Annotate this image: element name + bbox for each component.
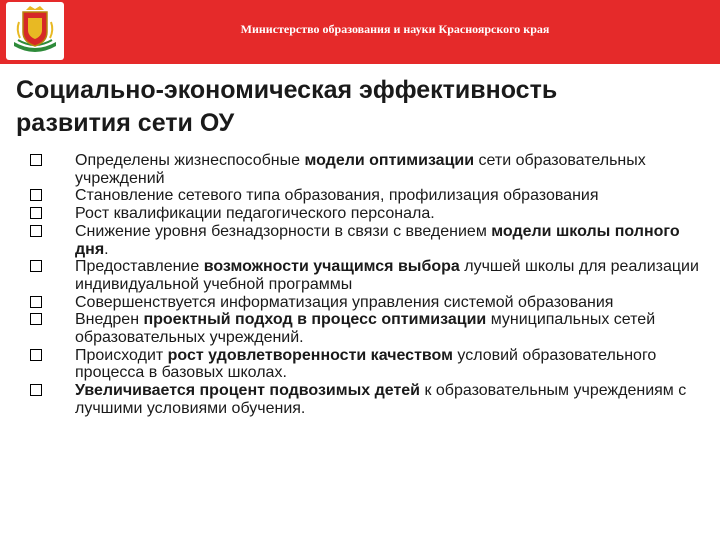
- hollow-square-bullet-icon: [30, 260, 42, 272]
- list-item: [30, 187, 700, 205]
- hollow-square-bullet-icon: [30, 189, 42, 201]
- item-emphasis: проектный подход в процесс оптимизации: [143, 311, 487, 329]
- hollow-square-bullet-icon: [30, 384, 42, 396]
- header-bar: [0, 0, 720, 64]
- item-text: лучшей школы для реализации индивидуальной учебной программы: [75, 258, 699, 293]
- title-line-1: Социально-экономическая эффективность: [16, 76, 558, 104]
- item-text: сети образовательных учреждений: [75, 152, 646, 187]
- ministry-name: Министерство образования и науки Красноярского края: [240, 22, 550, 36]
- list-item: [30, 311, 700, 346]
- item-emphasis: модели оптимизации: [304, 152, 475, 169]
- hollow-square-bullet-icon: [30, 296, 42, 308]
- item-emphasis: Увеличивается процент подвозимых детей: [75, 382, 421, 400]
- item-text: Определены жизнеспособные: [75, 152, 305, 169]
- list-item: [30, 152, 700, 187]
- list-item: [30, 294, 700, 312]
- item-emphasis: возможности учащимся выбора: [203, 258, 460, 276]
- hollow-square-bullet-icon: [30, 349, 42, 361]
- bullet-list: [30, 152, 700, 418]
- krasnoyarsk-coat-of-arms-icon: [6, 2, 64, 60]
- page-title: [16, 74, 706, 140]
- item-text: условий образовательного процесса в базовых школах.: [75, 346, 657, 382]
- item-text: Становление сетевого типа образования, профилизация образования: [75, 187, 599, 205]
- hollow-square-bullet-icon: [30, 207, 42, 219]
- hollow-square-bullet-icon: [30, 154, 42, 166]
- item-text: Снижение уровня безнадзорности в связи с введением: [75, 222, 492, 240]
- list-item: [30, 347, 700, 382]
- item-text: муниципальных сетей образовательных учреждений.: [75, 311, 656, 347]
- item-text: к образовательным учреждениям с лучшими условиями обучения.: [75, 382, 687, 417]
- hollow-square-bullet-icon: [30, 313, 42, 325]
- hollow-square-bullet-icon: [30, 225, 42, 237]
- list-item: [30, 205, 700, 223]
- list-item: [30, 382, 700, 417]
- item-text: Рост квалификации педагогического персонала.: [75, 205, 435, 223]
- item-emphasis: модели школы полного дня: [75, 222, 680, 258]
- item-text: Внедрен: [75, 311, 144, 329]
- list-item: [30, 258, 700, 293]
- item-text: Предоставление: [75, 258, 204, 276]
- title-line-2: развития сети ОУ: [16, 109, 235, 137]
- list-item: [30, 223, 700, 258]
- item-emphasis: рост удовлетворенности качеством: [167, 346, 453, 364]
- item-text: Совершенствуется информатизация управления системой образования: [75, 293, 614, 311]
- item-text: .: [104, 240, 109, 258]
- item-text: Происходит: [75, 346, 168, 364]
